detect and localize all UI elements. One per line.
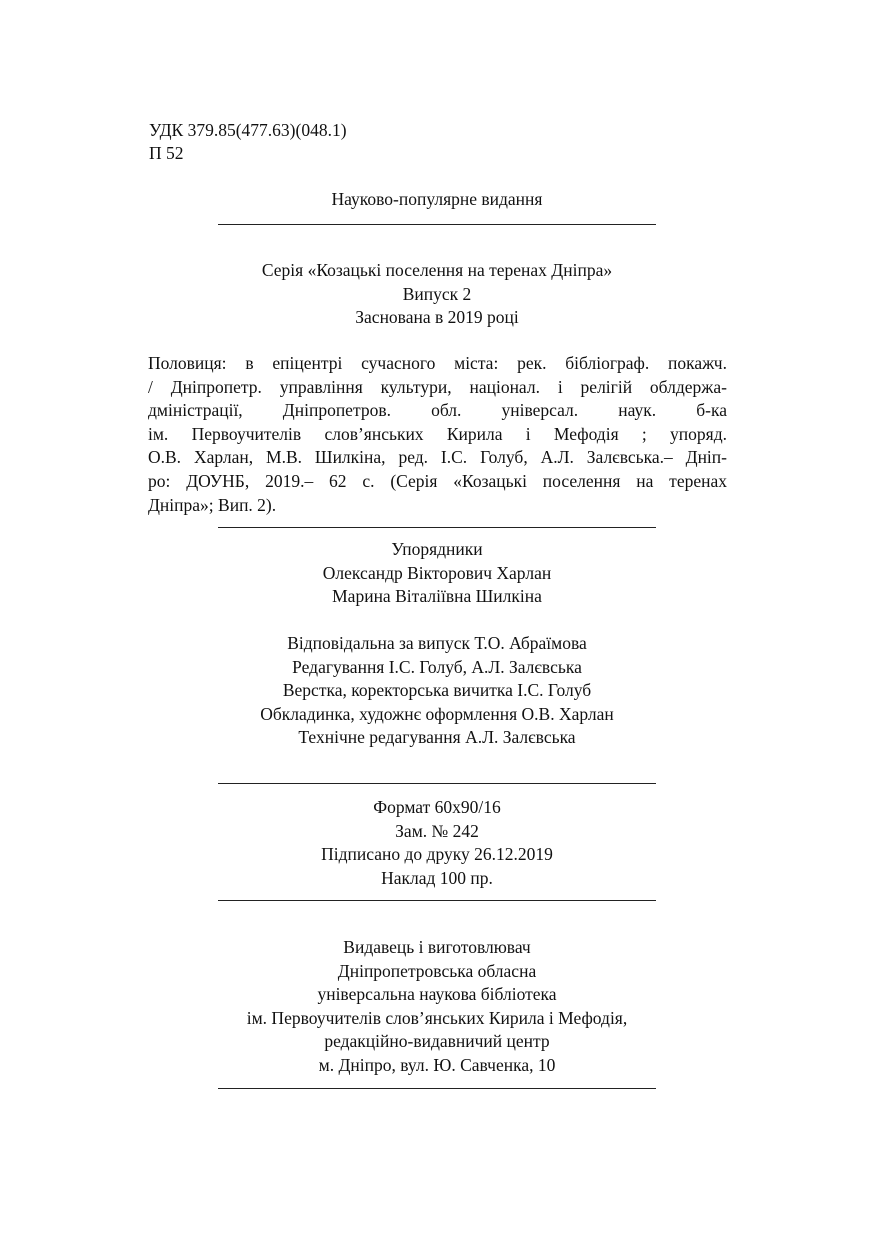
author-index: П 52 (149, 143, 184, 163)
credit-line: Технічне редагування А.Л. Залєвська (298, 727, 576, 747)
publisher-line: універсальна наукова бібліотека (317, 984, 557, 1004)
publisher-line: Видавець і виготовлювач (343, 937, 531, 957)
print-info-line: Наклад 100 пр. (381, 867, 493, 888)
divider (218, 783, 656, 784)
divider (218, 224, 656, 225)
print-info-line: Формат 60х90/16 (373, 797, 501, 817)
credit-line: Верстка, коректорська вичитка І.С. Голуб (282, 680, 592, 700)
credit-line: Обкладинка, художнє оформлення О.В. Харлан (260, 703, 614, 724)
publisher-line: м. Дніпро, вул. Ю. Савченка, 10 (318, 1054, 556, 1075)
credit-line: Відповідальна за випуск Т.О. Абраїмова (287, 633, 587, 653)
bibliography-line: ім. Первоучителів слов’янських Кирила і Мефодія ; упоряд. (148, 423, 727, 444)
divider (218, 527, 656, 528)
compilers-block (148, 538, 726, 609)
classification-block (149, 119, 347, 165)
divider (218, 1088, 656, 1089)
publisher-block (148, 936, 726, 1077)
print-info-line: Підписано до друку 26.12.2019 (321, 844, 553, 864)
divider (218, 900, 656, 901)
credit-line: Редагування І.С. Голуб, А.Л. Залєвська (292, 656, 582, 677)
bibliography-line: Половиця: в епіцентрі сучасного міста: рек. бібліограф. покажч. (148, 353, 727, 373)
bibliography-line: ро: ДОУНБ, 2019.– 62 с. (Серія «Козацькі поселення на теренах (148, 470, 727, 491)
edition-type: Науково-популярне видання (331, 189, 543, 209)
series-title: Серія «Козацькі поселення на теренах Дніпра» (261, 260, 613, 280)
compiler-name: Марина Віталіївна Шилкіна (332, 586, 542, 606)
credits-block (148, 632, 726, 750)
print-info-line: Зам. № 242 (395, 820, 479, 841)
compilers-heading: Упорядники (391, 539, 483, 559)
publisher-line: ім. Первоучителів слов’янських Кирила і Мефодія, (246, 1007, 628, 1028)
bibliography-line: О.В. Харлан, М.В. Шилкіна, ред. І.С. Голуб, А.Л. Залєвська.– Дніп- (148, 447, 727, 468)
series-issue: Випуск 2 (402, 283, 472, 304)
bibliography-line: Дніпра»; Вип. 2). (148, 494, 277, 515)
series-block (148, 259, 726, 330)
series-founded: Заснована в 2019 році (355, 307, 519, 327)
publisher-line: редакційно-видавничий центр (324, 1031, 550, 1051)
publisher-line: Дніпропетровська обласна (337, 960, 537, 981)
compiler-name: Олександр Вікторович Харлан (322, 562, 552, 583)
bibliography-line: дміністрації, Дніпропетров. обл. універсал. наук. б-ка (148, 400, 727, 421)
bibliographic-description (148, 352, 727, 517)
udk-code: УДК 379.85(477.63)(048.1) (149, 120, 347, 140)
bibliography-line: / Дніпропетр. управління культури, націонал. і релігій облдержа- (148, 376, 727, 397)
print-info-block (148, 796, 726, 890)
